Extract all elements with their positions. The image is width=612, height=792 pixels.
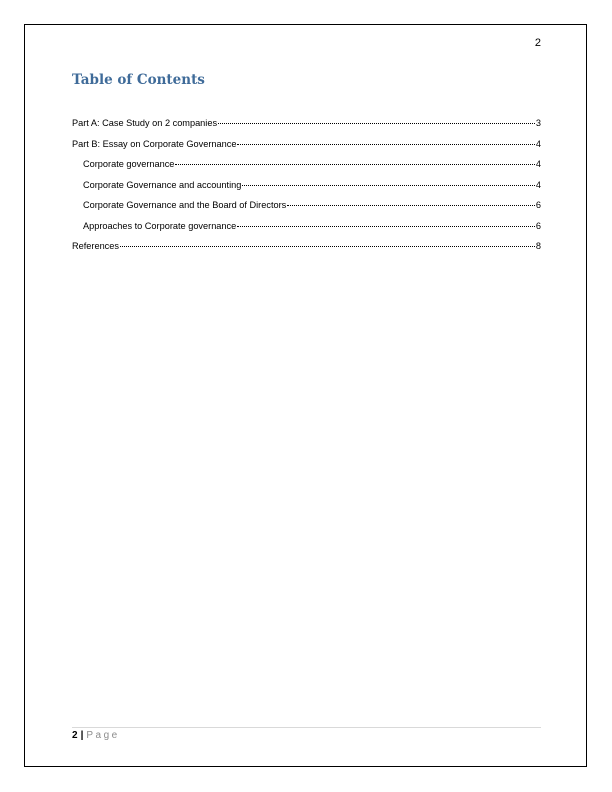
- toc-entry-page: 8: [535, 241, 541, 251]
- toc-entry-page: 6: [535, 200, 541, 210]
- toc-title: Table of Contents: [72, 72, 205, 88]
- footer-separator: |: [80, 730, 84, 741]
- toc-dot-leader: [120, 238, 535, 247]
- toc-entry[interactable]: [72, 240, 541, 261]
- toc-entry-page: 3: [535, 118, 541, 128]
- footer-page-word: Page: [86, 730, 120, 741]
- toc-entry-page: 4: [535, 138, 541, 149]
- toc-dot-leader: [237, 136, 534, 145]
- toc-dot-leader: [237, 218, 535, 227]
- toc-entry[interactable]: [72, 199, 541, 220]
- toc-entry[interactable]: [72, 117, 541, 138]
- toc-dot-leader: [218, 115, 535, 124]
- toc-entry-text: Part B: Essay on Corporate Governance: [72, 138, 237, 149]
- toc-entry[interactable]: [72, 179, 541, 200]
- toc-entry-text: Corporate governance: [83, 159, 175, 169]
- toc-entry-text: Corporate Governance and accounting: [83, 179, 242, 190]
- toc-entry[interactable]: [72, 138, 541, 159]
- toc-entry-page: 6: [535, 220, 541, 231]
- toc-entry[interactable]: [72, 158, 541, 179]
- page-footer: [72, 730, 120, 742]
- toc-dot-leader: [242, 177, 535, 186]
- footer-divider: [72, 727, 541, 728]
- toc-entry-text: Part A: Case Study on 2 companies: [72, 118, 218, 128]
- toc-dot-leader: [287, 197, 535, 206]
- toc-entry-text: Approaches to Corporate governance: [83, 220, 237, 231]
- toc-entry-page: 4: [535, 159, 541, 169]
- footer-page-number: 2: [72, 730, 78, 741]
- toc-entry-page: 4: [535, 179, 541, 190]
- toc-entry-text: References: [72, 241, 119, 251]
- toc-list: [72, 117, 541, 261]
- header-page-number: 2: [534, 37, 541, 49]
- toc-entry[interactable]: [72, 220, 541, 241]
- toc-entry-text: Corporate Governance and the Board of Directors: [83, 200, 287, 210]
- toc-dot-leader: [175, 156, 534, 165]
